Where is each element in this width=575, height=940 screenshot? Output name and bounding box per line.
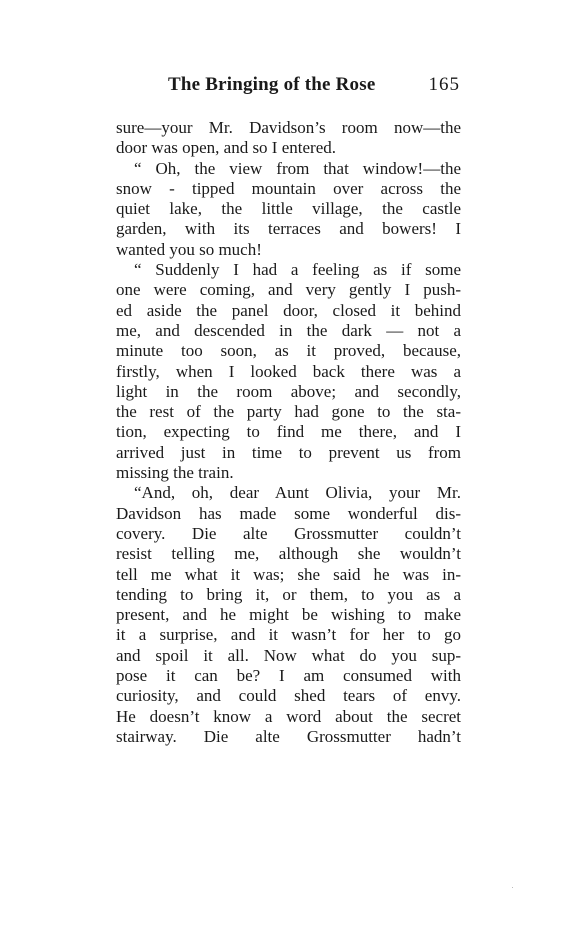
text-line: tion, expecting to find me there, and I	[116, 422, 461, 442]
text-line: me, and descended in the dark — not a	[116, 320, 461, 340]
text-line: tending to bring it, or them, to you as a	[116, 584, 461, 604]
text-line: present, and he might be wishing to make	[116, 605, 461, 625]
text-line: resist telling me, although she wouldn’t	[116, 544, 461, 564]
text-line: and spoil it all. Now what do you sup-	[116, 645, 461, 665]
text-line: missing the train.	[116, 463, 234, 483]
text-line: curiosity, and could shed tears of envy.	[116, 686, 461, 706]
text-line: arrived just in time to prevent us from	[116, 442, 461, 462]
text-line: pose it can be? I am consumed with	[116, 666, 461, 686]
text-line: He doesn’t know a word about the secret	[116, 706, 461, 726]
text-line: door was open, and so I entered.	[116, 138, 336, 158]
text-line: quiet lake, the little village, the castle	[116, 199, 461, 219]
text-line: the rest of the party had gone to the sta-	[116, 402, 461, 422]
text-line: snow - tipped mountain over across the	[116, 178, 461, 198]
body-text	[116, 118, 461, 747]
running-title: The Bringing of the Rose	[168, 74, 376, 95]
text-line: ed aside the panel door, closed it behind	[116, 300, 461, 320]
text-line: Davidson has made some wonderful dis-	[116, 503, 461, 523]
text-line: firstly, when I looked back there was a	[116, 361, 461, 381]
running-head	[168, 74, 460, 102]
text-line: “ Suddenly I had a feeling as if some	[134, 260, 461, 280]
text-line: “And, oh, dear Aunt Olivia, your Mr.	[134, 483, 461, 503]
text-line: it a surprise, and it wasn’t for her to go	[116, 625, 461, 645]
text-line: tell me what it was; she said he was in-	[116, 564, 461, 584]
text-line: covery. Die alte Grossmutter couldn’t	[116, 523, 461, 543]
text-line: wanted you so much!	[116, 239, 262, 259]
text-line: one were coming, and very gently I push-	[116, 280, 461, 300]
text-line: sure—your Mr. Davidson’s room now—the	[116, 118, 461, 137]
text-line: stairway. Die alte Grossmutter hadn’t	[116, 726, 461, 746]
page-number: 165	[428, 74, 460, 95]
speck-mark	[512, 887, 513, 888]
text-line: “ Oh, the view from that window!—the	[134, 158, 461, 178]
text-line: garden, with its terraces and bowers! I	[116, 219, 461, 239]
text-line: minute too soon, as it proved, because,	[116, 341, 461, 361]
text-line: light in the room above; and secondly,	[116, 381, 461, 401]
